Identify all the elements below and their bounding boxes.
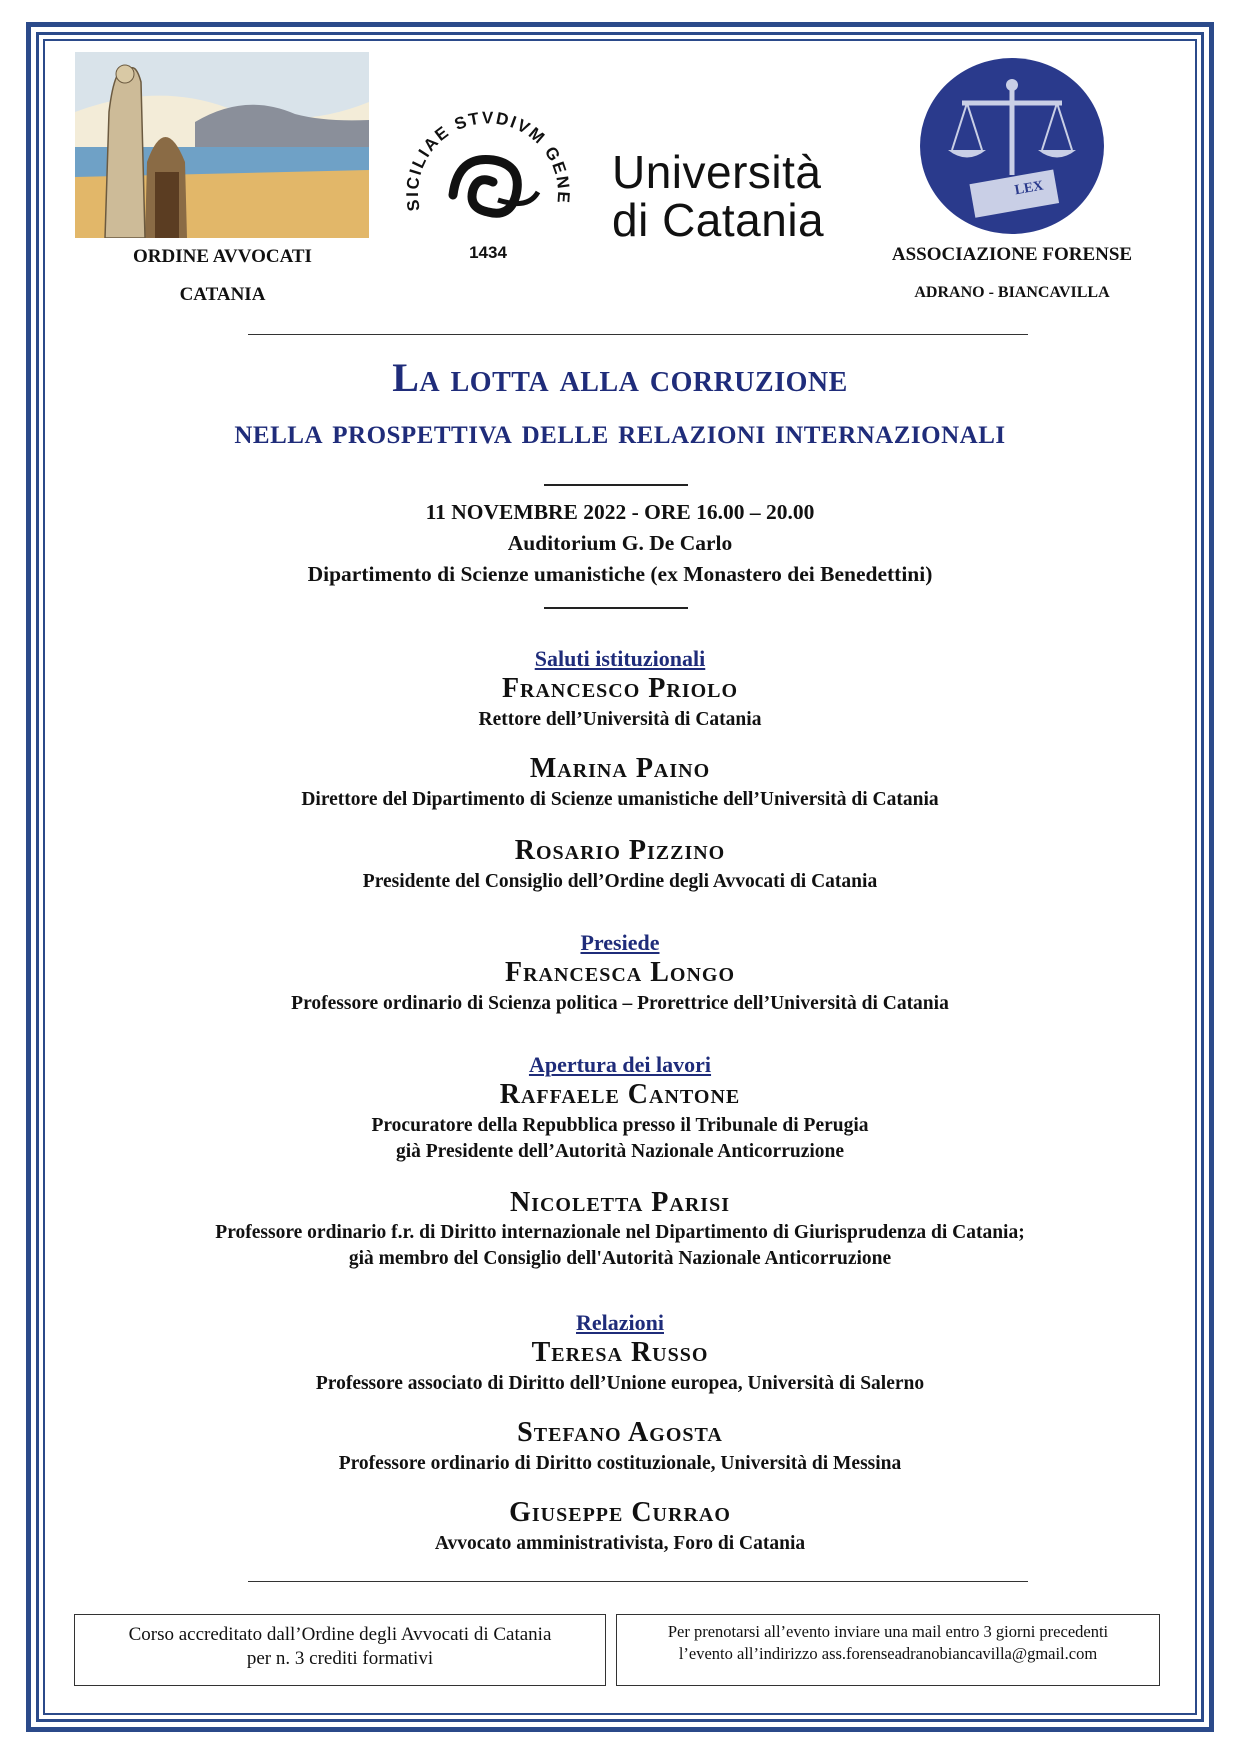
universita-catania-wordmark	[612, 148, 852, 248]
right-caption-line2: ADRANO - BIANCAVILLA	[914, 284, 1110, 301]
accreditation-line2: per n. 3 crediti formativi	[246, 1648, 434, 1669]
speaker-role: Professore associato di Diritto dell’Unione europea, Università di Salerno	[315, 1373, 925, 1394]
speaker-name: Marina Paino	[529, 753, 711, 784]
booking-line2: l’evento all’indirizzo ass.forenseadranobiancavilla@gmail.com	[678, 1644, 1098, 1663]
speaker-role: già Presidente dell’Autorità Nazionale Anticorruzione	[395, 1141, 845, 1162]
speaker-role: Professore ordinario di Scienza politica – Prorettrice dell’Università di Catania	[291, 993, 949, 1014]
title-divider	[544, 484, 688, 486]
event-date-time: 11 NOVEMBRE 2022 - ORE 16.00 – 20.00	[425, 500, 815, 524]
header-divider	[248, 334, 1028, 335]
seal-year: 1434	[469, 243, 507, 262]
booking-box	[616, 1614, 1160, 1686]
event-venue: Auditorium G. De Carlo	[507, 531, 733, 555]
speaker-role: già membro del Consiglio dell'Autorità Nazionale Anticorruzione	[348, 1248, 892, 1269]
event-title-line2: nella prospettiva delle relazioni internazionali	[234, 412, 1006, 451]
speaker-name: Giuseppe Currao	[509, 1497, 731, 1528]
speaker-role: Professore ordinario di Diritto costituzionale, Università di Messina	[338, 1453, 902, 1474]
speaker-name: Teresa Russo	[531, 1337, 709, 1368]
speaker-role: Professore ordinario f.r. di Diritto internazionale nel Dipartimento di Giurisprudenza di Catania;	[215, 1222, 1025, 1243]
speaker-name: Raffaele Cantone	[499, 1079, 741, 1110]
university-line1: Università	[612, 146, 822, 198]
speaker-role: Direttore del Dipartimento di Scienze umanistiche dell’Università di Catania	[301, 789, 939, 810]
speaker-role: Avvocato amministrativista, Foro di Catania	[434, 1533, 806, 1554]
info-divider	[544, 607, 688, 609]
section-apertura: Apertura dei lavori	[528, 1052, 712, 1077]
left-caption-line1: ORDINE AVVOCATI	[133, 246, 312, 267]
speaker-name: Stefano Agosta	[517, 1417, 723, 1448]
associazione-forense-logo	[912, 55, 1112, 237]
event-location: Dipartimento di Scienze umanistiche (ex Monastero dei Benedettini)	[307, 562, 933, 586]
section-presiede: Presiede	[580, 930, 660, 955]
speaker-name: Francesco Priolo	[501, 673, 739, 704]
speaker-role: Presidente del Consiglio dell’Ordine degli Avvocati di Catania	[362, 871, 878, 892]
speaker-name: Rosario Pizzino	[514, 835, 726, 866]
speaker-role: Rettore dell’Università di Catania	[478, 709, 762, 730]
speaker-name: Nicoletta Parisi	[509, 1187, 730, 1218]
right-caption-line1: ASSOCIAZIONE FORENSE	[891, 244, 1133, 265]
left-caption-line2: CATANIA	[179, 284, 266, 305]
accreditation-box	[74, 1614, 606, 1686]
speaker-name: Francesca Longo	[504, 957, 735, 988]
lex-label: LEX	[1013, 178, 1045, 199]
booking-line1: Per prenotarsi all’evento inviare una mail entro 3 giorni precedenti	[667, 1622, 1109, 1641]
ordine-avvocati-logo	[75, 52, 369, 238]
university-line2: di Catania	[612, 194, 825, 246]
event-title-line1: La lotta alla corruzione	[392, 355, 848, 400]
section-saluti: Saluti istituzionali	[534, 646, 706, 671]
footer-divider	[248, 1581, 1028, 1582]
section-relazioni: Relazioni	[576, 1310, 664, 1335]
university-seal	[398, 100, 578, 280]
seal-text: SICILIAE STVDIVM GENE	[402, 108, 574, 213]
speaker-role: Procuratore della Repubblica presso il Tribunale di Perugia	[371, 1115, 869, 1136]
accreditation-line1: Corso accreditato dall’Ordine degli Avvocati di Catania	[128, 1624, 552, 1645]
